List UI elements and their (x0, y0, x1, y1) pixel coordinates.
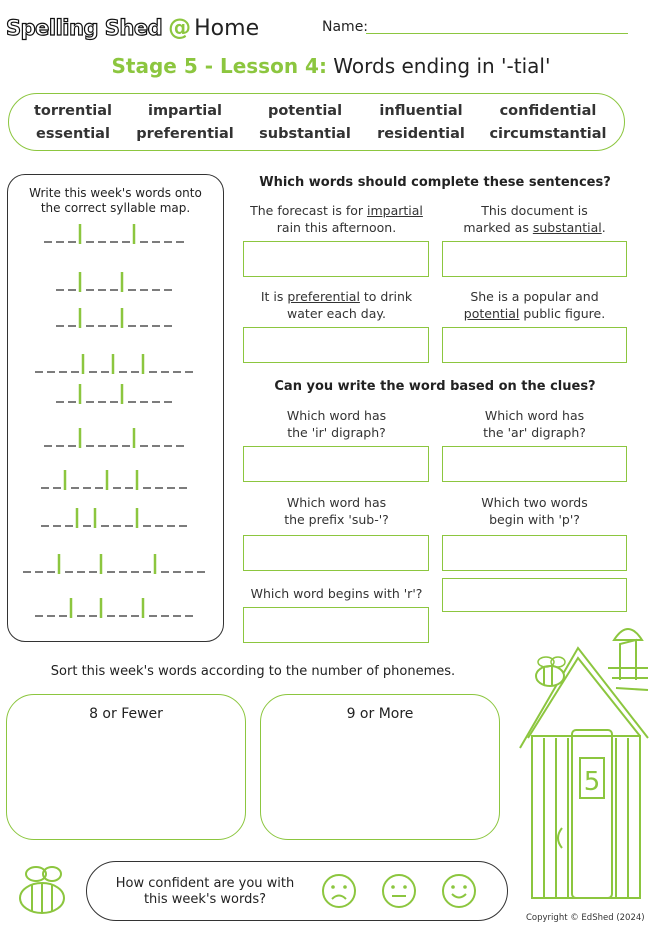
confidence-line1: How confident are you with (115, 876, 295, 891)
clue-answer-box-2[interactable] (442, 446, 627, 482)
clue-answer-box-1[interactable] (243, 446, 429, 482)
syllable-map-row[interactable] (18, 466, 214, 496)
logo-at: @ (168, 15, 192, 41)
bee-icon (14, 862, 74, 920)
q2-line1: This document is (481, 203, 588, 218)
q1-line2: rain this afternoon. (276, 220, 397, 235)
lesson-title: Words ending in '-tial' (333, 54, 551, 78)
q2-post: . (601, 220, 606, 235)
clue-3 (244, 494, 429, 528)
clue-2 (442, 407, 627, 441)
q2-mid: marked as (463, 220, 533, 235)
q4-post: public figure. (519, 306, 606, 321)
clue-4 (442, 494, 627, 528)
word-item: torrential (33, 103, 112, 119)
q3-post: to drink (359, 289, 413, 304)
syllable-map-row[interactable] (18, 220, 214, 250)
sentence-question-4 (442, 288, 627, 322)
sort-title: Sort this week's words according to the number of phonemes. (50, 664, 456, 679)
syllable-map-row[interactable] (18, 268, 214, 298)
logo-text: Spelling Shed (6, 16, 163, 40)
answer-box-1[interactable] (243, 241, 429, 277)
spelling-shed-logo (6, 14, 259, 42)
clue-answer-box-5[interactable] (243, 607, 429, 643)
syllable-map-row[interactable] (18, 380, 214, 410)
clue-5: Which word begins with 'r'? (250, 586, 423, 601)
word-item: confidential (499, 103, 597, 119)
clue-answer-box-4b[interactable] (442, 578, 627, 612)
q4-word: potential (463, 306, 520, 321)
word-item: circumstantial (489, 126, 607, 142)
q3-word: preferential (287, 289, 360, 304)
sentence-question-3 (244, 288, 429, 322)
clue-4-line1: Which two words (481, 495, 588, 510)
word-item: preferential (136, 126, 234, 142)
word-item: influential (379, 103, 463, 119)
bee-icon (536, 657, 565, 686)
answer-box-2[interactable] (442, 241, 627, 277)
word-item: residential (377, 126, 465, 142)
clue-3-line1: Which word has (286, 495, 387, 510)
syllable-map-row[interactable] (18, 350, 214, 380)
syllable-panel-title (7, 186, 224, 216)
happy-face-icon[interactable] (441, 873, 477, 909)
syllable-map-row[interactable] (18, 504, 214, 534)
q3-pre: It is (260, 289, 288, 304)
copyright: Copyright © EdShed (2024) (526, 913, 645, 923)
sort-label-fewer: 8 or Fewer (89, 706, 163, 722)
clues-heading: Can you write the word based on the clues? (274, 379, 596, 394)
word-item: impartial (147, 103, 223, 119)
name-field-line[interactable] (366, 33, 628, 34)
q1-text: The forecast is for (250, 203, 367, 218)
clue-1-line2: the 'ir' digraph? (287, 425, 386, 440)
confidence-question (110, 876, 300, 908)
answer-box-3[interactable] (243, 327, 429, 363)
neutral-face-icon[interactable] (381, 873, 417, 909)
shed-number: 5 (583, 767, 601, 797)
clue-2-line2: the 'ar' digraph? (483, 425, 586, 440)
clue-3-line2: the prefix 'sub-'? (284, 512, 389, 527)
word-list-box (8, 93, 625, 151)
syllable-title-line2: the correct syllable map. (40, 201, 191, 215)
sentence-question-2 (442, 202, 627, 236)
clue-4-line2: begin with 'p'? (489, 512, 580, 527)
syllable-map-row[interactable] (18, 424, 214, 454)
page-title (0, 54, 662, 78)
confidence-line2: this week's words? (143, 892, 267, 907)
syllable-map-row[interactable] (18, 594, 214, 624)
word-item: essential (36, 126, 110, 142)
q2-word: substantial (532, 220, 602, 235)
q1-word: impartial (366, 203, 423, 218)
word-item: substantial (259, 126, 351, 142)
word-item: potential (267, 103, 343, 119)
clue-answer-box-3[interactable] (243, 535, 429, 571)
syllable-title-line1: Write this week's words onto (29, 186, 202, 200)
answer-box-4[interactable] (442, 327, 627, 363)
logo-home: Home (194, 15, 260, 41)
name-label: Name: (322, 19, 369, 35)
sad-face-icon[interactable] (321, 873, 357, 909)
sentence-question-1 (244, 202, 429, 236)
syllable-map-row[interactable] (18, 550, 214, 580)
clue-1-line1: Which word has (286, 408, 387, 423)
sentences-heading: Which words should complete these sentences? (259, 175, 611, 190)
clue-answer-box-4a[interactable] (442, 535, 627, 571)
syllable-map-row[interactable] (18, 304, 214, 334)
shed-illustration (508, 618, 660, 900)
stage-label: Stage 5 - Lesson 4: (111, 54, 327, 78)
sort-label-more: 9 or More (346, 706, 414, 722)
q3-line2: water each day. (287, 306, 386, 321)
clue-2-line1: Which word has (484, 408, 585, 423)
clue-1 (244, 407, 429, 441)
q4-line1: She is a popular and (470, 289, 599, 304)
